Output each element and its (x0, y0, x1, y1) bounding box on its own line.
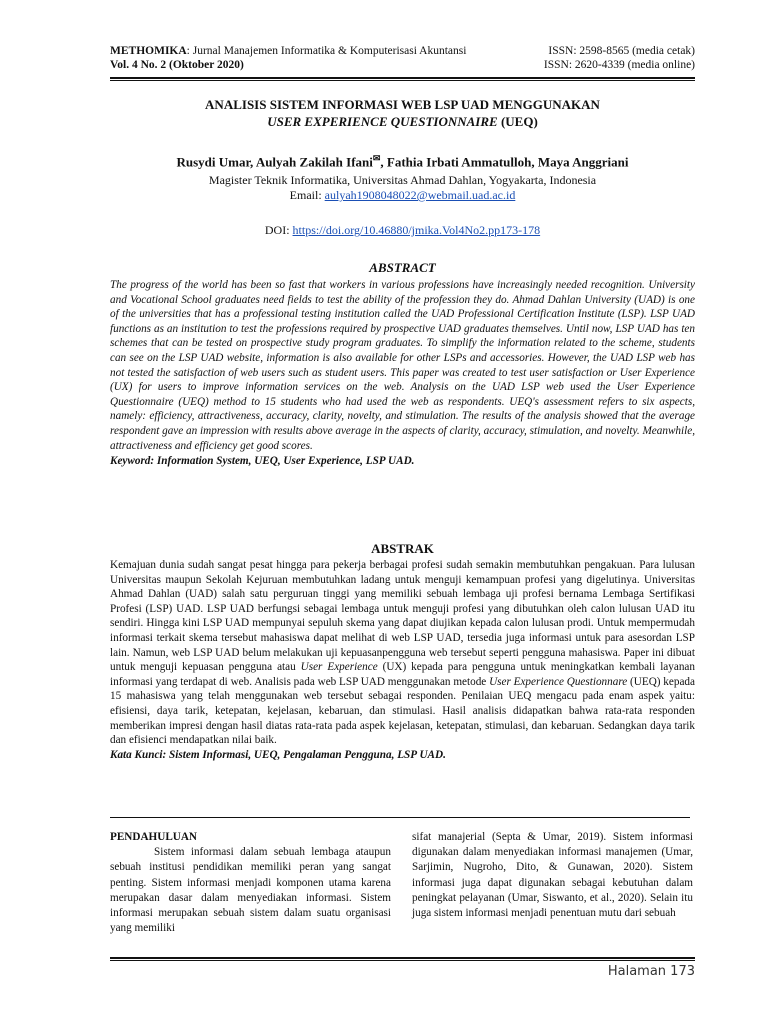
paper-title: ANALISIS SISTEM INFORMASI WEB LSP UAD MENGGUNAKAN USER EXPERIENCE QUESTIONNAIRE (UEQ) (205, 97, 600, 129)
abstract-heading: ABSTRACT (369, 260, 436, 275)
journal-page (110, 0, 695, 1024)
column-right (412, 830, 693, 921)
abstrak-heading: ABSTRAK (371, 541, 434, 556)
keywords: Keyword: Information System, UEQ, User Experience, LSP UAD. (110, 455, 415, 468)
author-list: Rusydi Umar, Aulyah Zakilah Ifani✉, Fathia Irbati Ammatulloh, Maya Anggriani (176, 153, 629, 170)
column-left (110, 830, 391, 936)
envelope-icon: ✉ (372, 153, 381, 163)
abstract-text: The progress of the world has been so fast that workers in various professions have increasingly needed recognition. University and Vocational School graduates need fields to test the ability of the profession they do. Ahmad Dahlan University (UAD) is one of the universities that has a professional testing institution called the UAD Professional Certification Institute (LSP). LSP UAD functions as an institution to test the professions required by prospective UAD graduates themselves. Until now, LSP UAD has ten schemes that can be tested on prospective study program graduates. To simplify the information related to the scheme, students can see on the LSP UAD website, information is also available for other LSPs and accessories. However, the UAD LSP web has not tested the satisfaction of web users such as student users. This paper was created to test user satisfaction or User Experience (UX) for users to improve information services on the web. Analysis on the UAD LSP web used the User Experience Questionnaire (UEQ) method to 15 students who had used the web as respondents. UEQ's assessment refers to six aspects, namely: efficiency, attractiveness, accuracy, clarity, novelty, and stimulation. The results of the analysis showed that the average respondent gave an impression with results above average in the aspects of clarity, accuracy, stimulation, and novelty. Meanwhile, attractiveness and efficiency get good scores. (110, 279, 695, 452)
intro-paragraph-continued: sifat manajerial (Septa & Umar, 2019). Sistem informasi digunakan dalam menyediakan informasi manajemen (Umar, Sarjimin, Nugroho, Dito, & Gunawan, 2020). Sistem informasi juga dapat digunakan sebagai kebutuhan dalam peningkat pelayanan (Umar, Siswanto, et al., 2020). Selain itu juga sistem informasi menjadi penentuan mutu dari sebuah (412, 831, 693, 920)
header-rule (110, 77, 695, 79)
issn-print: ISSN: 2598-8565 (media cetak) (548, 45, 695, 57)
footer-rule (110, 957, 695, 959)
header-rule-thin (110, 80, 695, 81)
footer-rule-thin (110, 960, 695, 961)
abstract-indonesian (110, 558, 695, 762)
issn-online: ISSN: 2620-4339 (media online) (543, 59, 695, 71)
doi-link[interactable]: https://doi.org/10.46880/jmika.Vol4No2.pp173-178 (292, 223, 541, 237)
journal-title: METHOMIKA: Jurnal Manajemen Informatika & Komputerisasi Akuntansi (110, 45, 467, 57)
intro-paragraph: Sistem informasi dalam sebuah lembaga ataupun sebuah institusi pendidikan memiliki peran yang sangat penting. Sistem informasi menjadi komponen utama karena merupakan dasar dalam menyediakan informasi. Sistem informasi merupakan sebuah sistem dalam suatu organisasi yang memiliki (110, 846, 391, 935)
section-divider (110, 817, 690, 818)
doi-line: DOI: https://doi.org/10.46880/jmika.Vol4No2.pp173-178 (264, 223, 541, 237)
abstract-english (110, 278, 695, 469)
kata-kunci: Kata Kunci: Sistem Informasi, UEQ, Pengalaman Pengguna, LSP UAD. (110, 748, 446, 761)
page-number: Halaman 173 (607, 964, 695, 979)
email-link[interactable]: aulyah1908048022@webmail.uad.ac.id (324, 188, 516, 202)
affiliation: Magister Teknik Informatika, Universitas Ahmad Dahlan, Yogyakarta, Indonesia Email: aulyah1908048022@webmail.uad.ac.id (208, 173, 597, 202)
volume-info: Vol. 4 No. 2 (Oktober 2020) (110, 59, 244, 71)
abstrak-text: Kemajuan dunia sudah sangat pesat hingga para pekerja berbagai profesi sudah semakin membutuhkan pengakuan. Para lulusan Universitas maupun Sekolah Kejuruan membutuhkan ladang untuk menguji kemampuan profesi yang digelutinya. Universitas Ahmad Dahlan (UAD) salah satu perguruan tinggi yang memiliki sebuah lembaga uji profesi bernama Lembaga Sertifikasi Profesi (LSP) UAD. LSP UAD berfungsi sebagai lembaga untuk menguji profesi yang dibutuhkan oleh calon lulusan UAD itu sendiri. Hingga kini LSP UAD mempunyai sepuluh skema yang dapat diujikan kepada calon lulusan prodi. Untuk mempermudah informasi terkait skema tersebut mahasiswa dapat melihat di web LSP UAD, tersedia juga informasi untuk para asesordan LSP lain. Namun, web LSP UAD belum melakukan uji kepuasanpengguna web tersebut seperti pengguna mahasiswa. Paper ini dibuat untuk menguji kepuasan pengguna atau User Experience (UX) kepada para pengguna untuk meningkatkan kembali layanan informasi yang terdapat di web. Analisis pada web LSP UAD menggunakan metode User Experience Questionnare (UEQ) kepada 15 mahasiswa yang telah menggunakan web tersebut sebagai responden. Penilaian UEQ mengacu pada enam aspek yaitu: efisiensi, daya tarik, ketepatan, kejelasan, kebaruan, dan stimulasi. Hasil analisis didapatkan bahwa rata-rata responden memberikan impresi dengan hasil diatas rata-rata pada aspek kejelasan, ketepatan, stimulasi, dan kebaruan. Sedangkan daya tarik dan efisienci mendapatkan nilai baik. (110, 559, 695, 747)
section-heading: PENDAHULUAN (110, 831, 198, 843)
journal-header (110, 44, 695, 72)
